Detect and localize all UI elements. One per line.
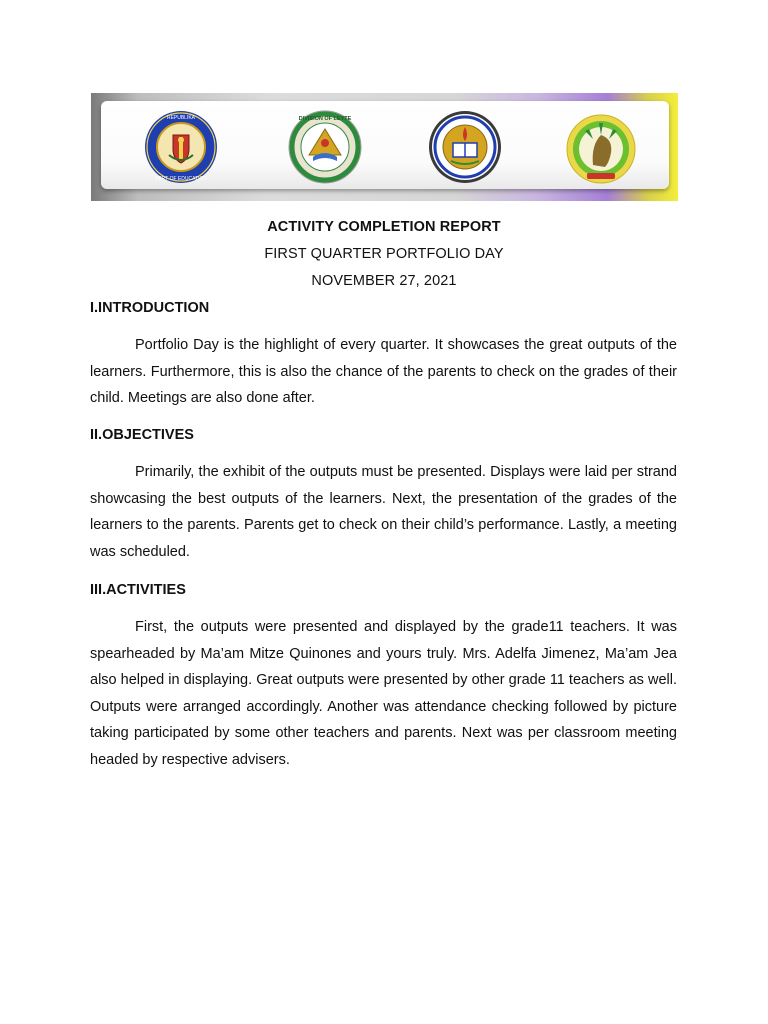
- activities-heading: III.ACTIVITIES: [90, 582, 186, 598]
- logo-panel: [101, 101, 669, 189]
- report-title: ACTIVITY COMPLETION REPORT: [267, 219, 501, 235]
- svg-text:DIVISION OF LEYTE: DIVISION OF LEYTE: [298, 116, 352, 122]
- objectives-heading: II.OBJECTIVES: [90, 427, 194, 443]
- activities-paragraph: First, the outputs were presented and displayed by the grade11 teachers. It was spearheaded by Ma’am Mitze Quinones and yours truly. Mrs. Adelfa Jimenez, Ma’am Jea also helped in displaying. Great outputs were presented by other grade 11 teachers as well. Outputs were arranged accordingly. Another was attendance checking followed by picture taking participated by some other teachers and parents. Next was per classroom meeting headed by respective advisers.: [90, 619, 677, 768]
- svg-text:REPUBLIKA: REPUBLIKA: [166, 115, 196, 121]
- objectives-paragraph: Primarily, the exhibit of the outputs must be presented. Displays were laid per strand showcasing the best outputs of the learners. Next, the presentation of the grades of the learners to the parents. Parents get to check on their child’s performance. Lastly, a meeting was scheduled.: [90, 464, 677, 560]
- svg-text:DEPT OF EDUCATION: DEPT OF EDUCATION: [154, 176, 208, 182]
- division-of-leyte-seal-icon: [287, 109, 363, 185]
- deped-seal-icon: [143, 109, 219, 185]
- header-banner: [91, 93, 678, 201]
- report-subtitle: FIRST QUARTER PORTFOLIO DAY: [264, 246, 504, 262]
- school-emblem-icon: [563, 109, 639, 185]
- school-seal-icon: [427, 109, 503, 185]
- introduction-paragraph: Portfolio Day is the highlight of every quarter. It showcases the great outputs of the learners. Furthermore, this is also the chance of the parents to check on the grades of their child. Meetings are also done after.: [90, 337, 677, 407]
- report-date: NOVEMBER 27, 2021: [311, 273, 457, 289]
- introduction-heading: I.INTRODUCTION: [90, 300, 210, 316]
